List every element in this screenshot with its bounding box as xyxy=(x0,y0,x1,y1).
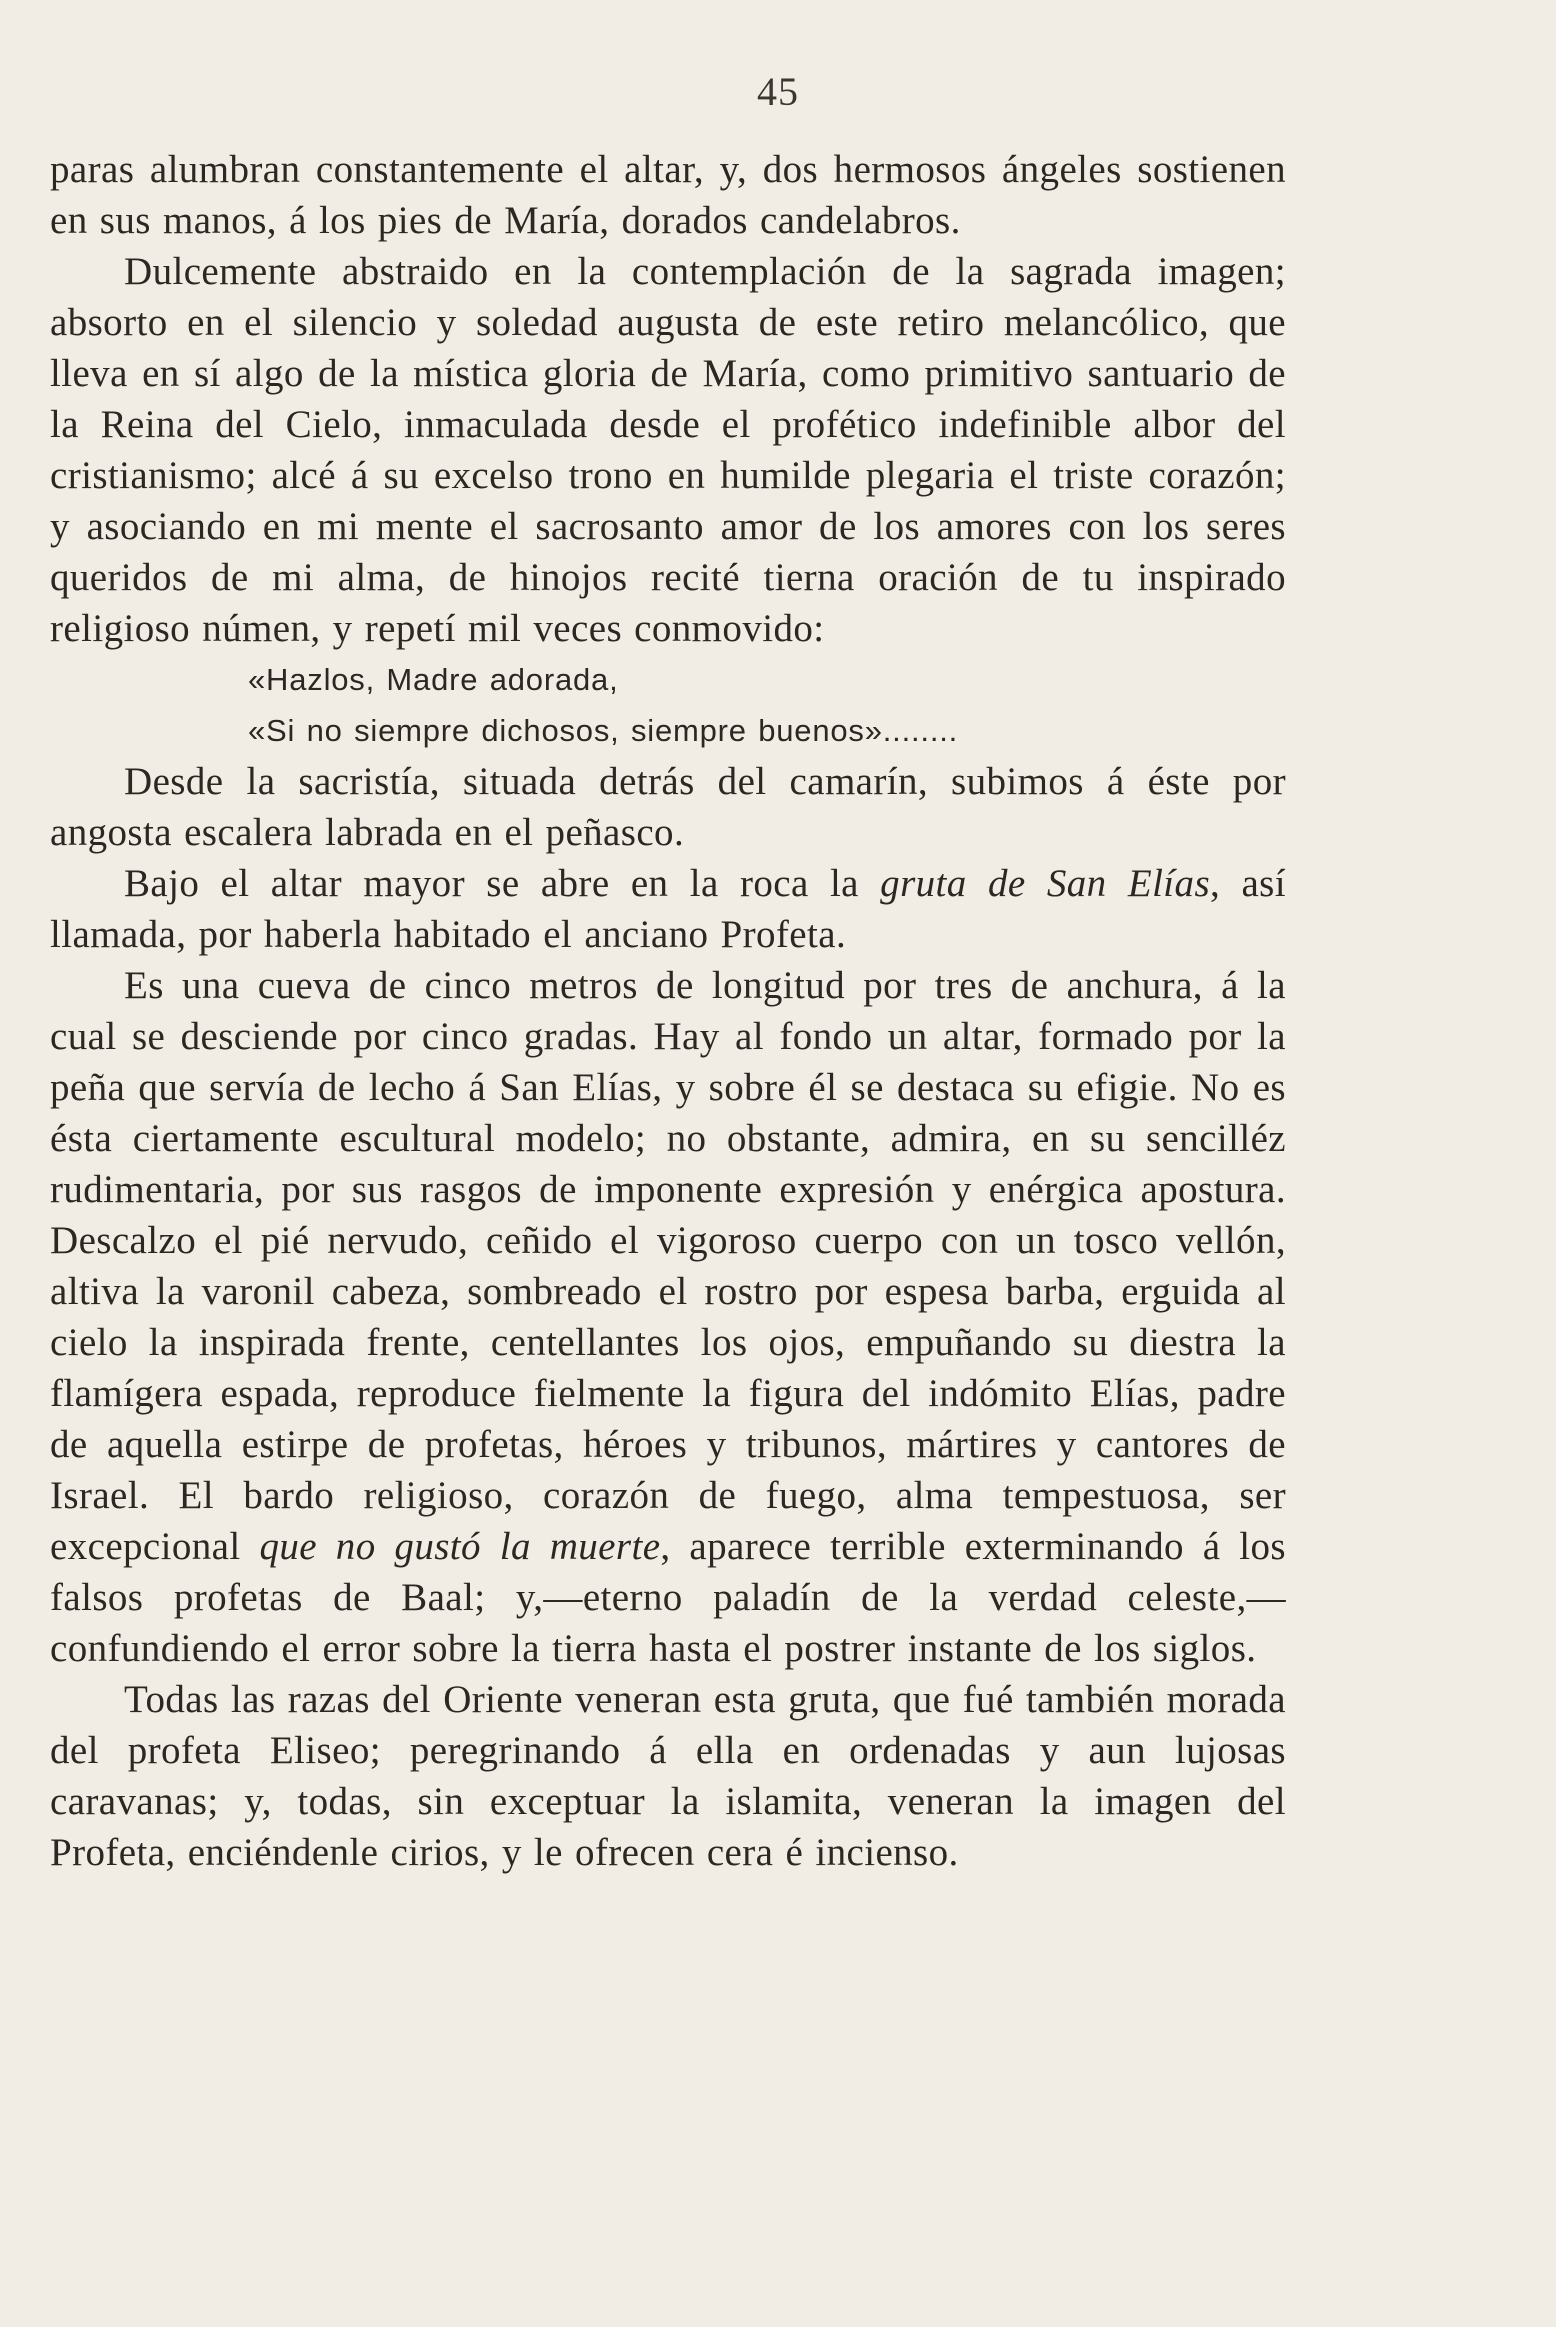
gruta-title-italic: gruta de San Elías xyxy=(880,862,1211,905)
verse-line-2: «Si no siempre dichosos, siempre buenos»........ xyxy=(248,713,959,748)
paragraph-cueva xyxy=(50,960,1286,1674)
gruta-text-start: Bajo el altar mayor se abre en la roca la xyxy=(124,862,881,905)
page-number: 45 xyxy=(757,69,799,114)
paragraph-oriente: Todas las razas del Oriente veneran esta gruta, que fué también morada del profeta Eliseo; peregrinando á ella en ordenadas y aun lujosas caravanas; y, todas, sin exceptuar la islamita, veneran la imagen del Profeta, enciéndenle cirios, y le ofrecen cera é incienso. xyxy=(50,1678,1286,1874)
cueva-text-start: Es una cueva de cinco metros de longitud por tres de anchura, á la cual se desciende por cinco gradas. Hay al fondo un altar, formado por la peña que servía de lecho á San Elías, y sobre él se destaca su efigie. No es ésta ciertamente escultural modelo; no obstante, admira, en su sencilléz rudimentaria, por sus rasgos de imponente expresión y enérgica apostura. Descalzo el pié nervudo, ceñido el vigoroso cuerpo con un tosco vellón, altiva la varonil cabeza, sombreado el rostro por espesa barba, erguida al cielo la inspirada frente, centellantes los ojos, empuñando su diestra la flamígera espada, reproduce fielmente la figura del indómito Elías, padre de aquella estirpe de profetas, héroes y tribunos, mártires y cantores de Israel. El bardo religioso, corazón de fuego, alma tempestuosa, ser excepcional xyxy=(50,964,1286,1568)
verse-line-1: «Hazlos, Madre adorada, xyxy=(248,662,619,697)
paragraph-gruta xyxy=(50,858,1286,960)
paragraph-sacristia: Desde la sacristía, situada detrás del camarín, subimos á éste por angosta escalera labrada en el peñasco. xyxy=(50,760,1286,854)
gruta-text-end: , así llamada, por haberla habitado el anciano Profeta. xyxy=(50,862,1286,956)
cueva-phrase-italic: que no gustó la muerte xyxy=(259,1525,661,1568)
paragraph-contemplacion: Dulcemente abstraido en la contemplación de la sagrada imagen; absorto en el silencio y soledad augusta de este retiro melancólico, que lleva en sí algo de la mística gloria de María, como primitivo santuario de la Reina del Cielo, inmaculada desde el profético indefinible albor del cristianismo; alcé á su excelso trono en humilde plegaria el triste corazón; y asociando en mi mente el sacrosanto amor de los amores con los seres queridos de mi alma, de hinojos recité tierna oración de tu inspirado religioso númen, y repetí mil veces conmovido: xyxy=(50,250,1286,650)
body-text xyxy=(50,144,1286,1878)
cueva-text-end: , aparece terrible exterminando á los falsos profetas de Baal; y,—eterno paladín de la verdad celeste,—confundiendo el error sobre la tierra hasta el postrer instante de los siglos. xyxy=(50,1525,1286,1670)
paragraph-candelabros: paras alumbran constantemente el altar, y, dos hermosos ángeles sostienen en sus manos, á los pies de María, dorados candelabros. xyxy=(50,148,1286,242)
